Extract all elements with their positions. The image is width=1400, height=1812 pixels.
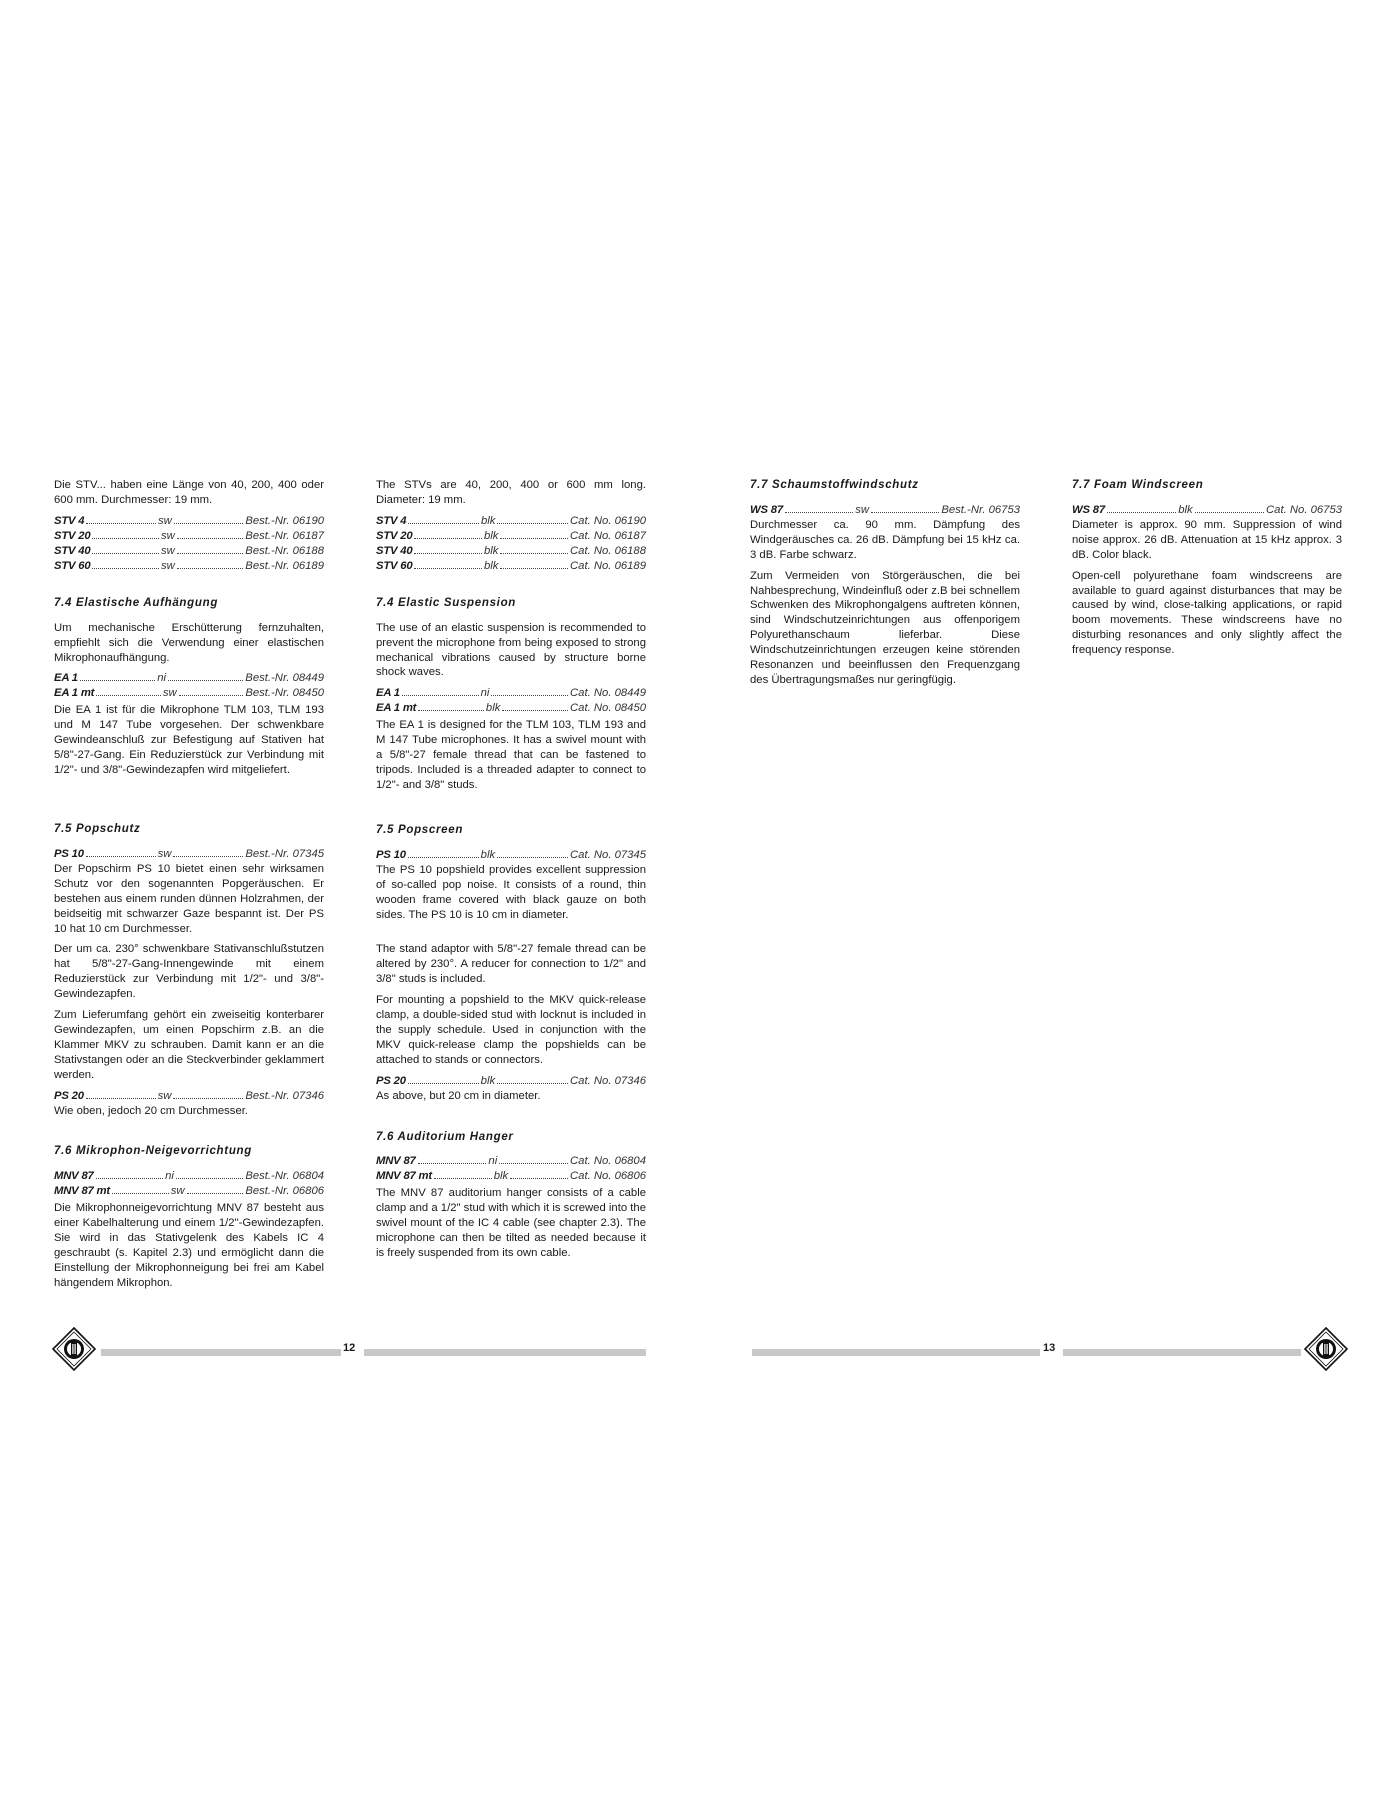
p12-english-column <box>376 478 646 1267</box>
list-item: EA 1 mt blk Cat. No. 08450 <box>376 702 647 715</box>
list-item: STV 60 blk Cat. No. 06189 <box>376 559 646 572</box>
paragraph: Diameter is approx. 90 mm. Suppression of wind noise approx. 26 dB. Attenuation at 15 kHz approx. 3 dB. Color black. <box>1072 518 1342 561</box>
section-heading: 7.5 Popscreen <box>376 823 464 836</box>
list-item: STV 4 blk Cat. No. 06190 <box>376 514 647 527</box>
paragraph: The MNV 87 auditorium hanger consists of a cable clamp and a 1/2" stud with which it is screwed into the swivel mount of the IC 4 cable (see chapter 2.3). The microphone can then be tilted as needed because it is freely suspended from its own cable. <box>376 1187 646 1260</box>
section-heading: 7.5 Popschutz <box>54 822 141 835</box>
brand-logo-icon <box>52 1327 96 1371</box>
list-item: PS 10 blk Cat. No. 07345 <box>376 848 647 861</box>
mnv-list-en <box>376 1154 646 1184</box>
footer-rule-right-a <box>752 1349 1040 1356</box>
list-item: PS 10 sw Best.-Nr. 07345 <box>54 847 325 860</box>
stv-list-en <box>376 514 646 574</box>
paragraph: As above, but 20 cm in diameter. <box>376 1089 541 1102</box>
paragraph: The use of an elastic suspension is recommended to prevent the microphone from being exposed to strong mechanical vibrations caused by structure borne shock waves. <box>376 621 646 679</box>
list-item: MNV 87 mt sw Best.-Nr. 06806 <box>54 1185 325 1198</box>
list-item: MNV 87 ni Best.-Nr. 06804 <box>54 1170 325 1183</box>
list-item: WS 87 blk Cat. No. 06753 <box>1072 503 1343 516</box>
paragraph: Die Mikrophonneigevorrichtung MNV 87 besteht aus einer Kabelhalterung und einem 1/2"-Gewindezapfen. Sie wird in das Stativgelenk des Kabels IC 4 geschraubt (s. Kapitel 2.3) und ermöglicht dann die Einstellung der Mikrophonneigung bei frei am Kabel hängendem Mikrophon. <box>54 1202 324 1289</box>
list-item: STV 4 sw Best.-Nr. 06190 <box>54 514 325 527</box>
list-item: PS 20 sw Best.-Nr. 07346 <box>54 1089 325 1102</box>
list-item: STV 20 blk Cat. No. 06187 <box>376 529 646 542</box>
paragraph: Zum Lieferumfang gehört ein zweiseitig konterbarer Gewindezapfen, um einen Popschirm z.B. an die Klammer MKV zu schrauben. Damit kann er an die Stativstangen oder an die Steckverbinder geklammert werden. <box>54 1009 324 1081</box>
section-heading: 7.4 Elastic Suspension <box>376 596 517 609</box>
paragraph: The PS 10 popshield provides excellent suppression of so-called pop noise. It consists of a round, thin wooden frame covered with black gauze on both sides. The PS 10 is 10 cm in diameter. <box>376 863 646 921</box>
section-heading: 7.7 Foam Windscreen <box>1072 479 1204 491</box>
p13-english-column <box>1072 478 1342 664</box>
footer-rule-left-a <box>101 1349 341 1356</box>
paragraph: The EA 1 is designed for the TLM 103, TLM 193 and M 147 Tube microphones. It has a swivel mount with a 5/8"-27 female thread that can be fastened to tripods. Included is a threaded adapter to connect to 1/2"- and 3/8" studs. <box>376 719 646 791</box>
list-item: EA 1 ni Best.-Nr. 08449 <box>54 672 324 685</box>
paragraph: Open-cell polyurethane foam windscreens are available to guard against disturbances that may be caused by wind, close-talking applications, or rapid boom movements. These windscreens have no disturbing resonances and only slightly affect the frequency response. <box>1072 569 1342 657</box>
ea-list-de <box>54 671 324 701</box>
section-heading: 7.6 Mikrophon-Neigevorrichtung <box>54 1145 252 1158</box>
paragraph: Um mechanische Erschütterung fernzuhalten, empfiehlt sich die Verwendung einer elastischen Mikrophonaufhängung. <box>54 621 324 664</box>
brand-logo-icon <box>1304 1327 1348 1371</box>
paragraph: Wie oben, jedoch 20 cm Durchmesser. <box>54 1104 249 1117</box>
p12-german-column <box>54 478 324 1297</box>
list-item: MNV 87 ni Cat. No. 06804 <box>376 1155 646 1168</box>
list-item: STV 40 blk Cat. No. 06188 <box>376 544 646 557</box>
paragraph: The stand adaptor with 5/8"-27 female thread can be altered by 230°. A reducer for connection to 1/2" and 3/8" studs is included. <box>376 943 646 986</box>
stv-list-de <box>54 514 324 574</box>
list-item: EA 1 mt sw Best.-Nr. 08450 <box>54 687 325 700</box>
footer-rule-right-b <box>1063 1349 1301 1356</box>
paragraph: Zum Vermeiden von Störgeräuschen, die bei Nahbesprechung, Windeinfluß oder z.B bei schnellem Schwenken des Mikrophongalgens auftreten können, sind Windschutzeinrichtungen aus offenporigem Polyurethanschaum lieferbar. Diese Windschutzeinrichtungen erzeugen keine störenden Resonanzen und beeinflussen den Frequenzgang des Übertragungsmaßes nur geringfügig. <box>750 569 1020 686</box>
section-heading: 7.6 Auditorium Hanger <box>376 1130 514 1143</box>
paragraph: Der Popschirm PS 10 bietet einen sehr wirksamen Schutz vor den sogenannten Popgeräuschen. Er bestehen aus einem runden dünnen Holzrahmen, der beidseitig mit schwarzer Gaze bespannt ist. Der PS 10 hat 10 cm Durchmesser. <box>54 862 324 935</box>
list-item: PS 20 blk Cat. No. 07346 <box>376 1074 647 1087</box>
paragraph: Der um ca. 230° schwenkbare Stativanschlußstutzen hat 5/8"-27-Gang-Innengewinde mit einem Reduzierstück zur Verbindung mit 1/2"- und 3/8"-Gewindezapfen. <box>54 943 324 1001</box>
footer-rule-left-b <box>364 1349 646 1356</box>
paragraph: Durchmesser ca. 90 mm. Dämpfung des Windgeräusches ca. 26 dB. Dämpfung bei 15 kHz ca. 3 dB. Farbe schwarz. <box>750 518 1020 561</box>
list-item: EA 1 ni Cat. No. 08449 <box>376 687 647 700</box>
list-item: STV 40 sw Best.-Nr. 06188 <box>54 544 324 557</box>
stv-intro-de: Die STV... haben eine Länge von 40, 200, 400 oder 600 mm. Durchmesser: 19 mm. <box>54 479 324 506</box>
paragraph: For mounting a popshield to the MKV quick-release clamp, a double-sided stud with locknut is included in the supply schedule. Used in conjunction with the MKV quick-release clamp the popshields can be attached to stands or connectors. <box>376 994 646 1066</box>
list-item: MNV 87 mt blk Cat. No. 06806 <box>376 1170 647 1183</box>
p13-german-column <box>750 478 1020 694</box>
page-number-right: 13 <box>1043 1342 1056 1354</box>
section-heading: 7.7 Schaumstoffwindschutz <box>750 479 919 491</box>
ea-list-en <box>376 686 646 716</box>
page-number-left: 12 <box>343 1342 356 1354</box>
mnv-list-de <box>54 1169 324 1199</box>
section-heading: 7.4 Elastische Aufhängung <box>54 596 219 609</box>
paragraph: Die EA 1 ist für die Mikrophone TLM 103, TLM 193 und M 147 Tube vorgesehen. Der schwenkbare Gewindeanschluß zur Befestigung auf Stativen hat 5/8"-27-Gang. Ein Reduzierstück zur Verbindung mit 1/2"- und 3/8"-Gewindezapfen wird mitgeliefert. <box>54 704 324 777</box>
list-item: STV 60 sw Best.-Nr. 06189 <box>54 559 324 572</box>
list-item: STV 20 sw Best.-Nr. 06187 <box>54 529 324 542</box>
list-item: WS 87 sw Best.-Nr. 06753 <box>750 503 1021 516</box>
stv-intro-en: The STVs are 40, 200, 400 or 600 mm long. Diameter: 19 mm. <box>376 479 646 506</box>
